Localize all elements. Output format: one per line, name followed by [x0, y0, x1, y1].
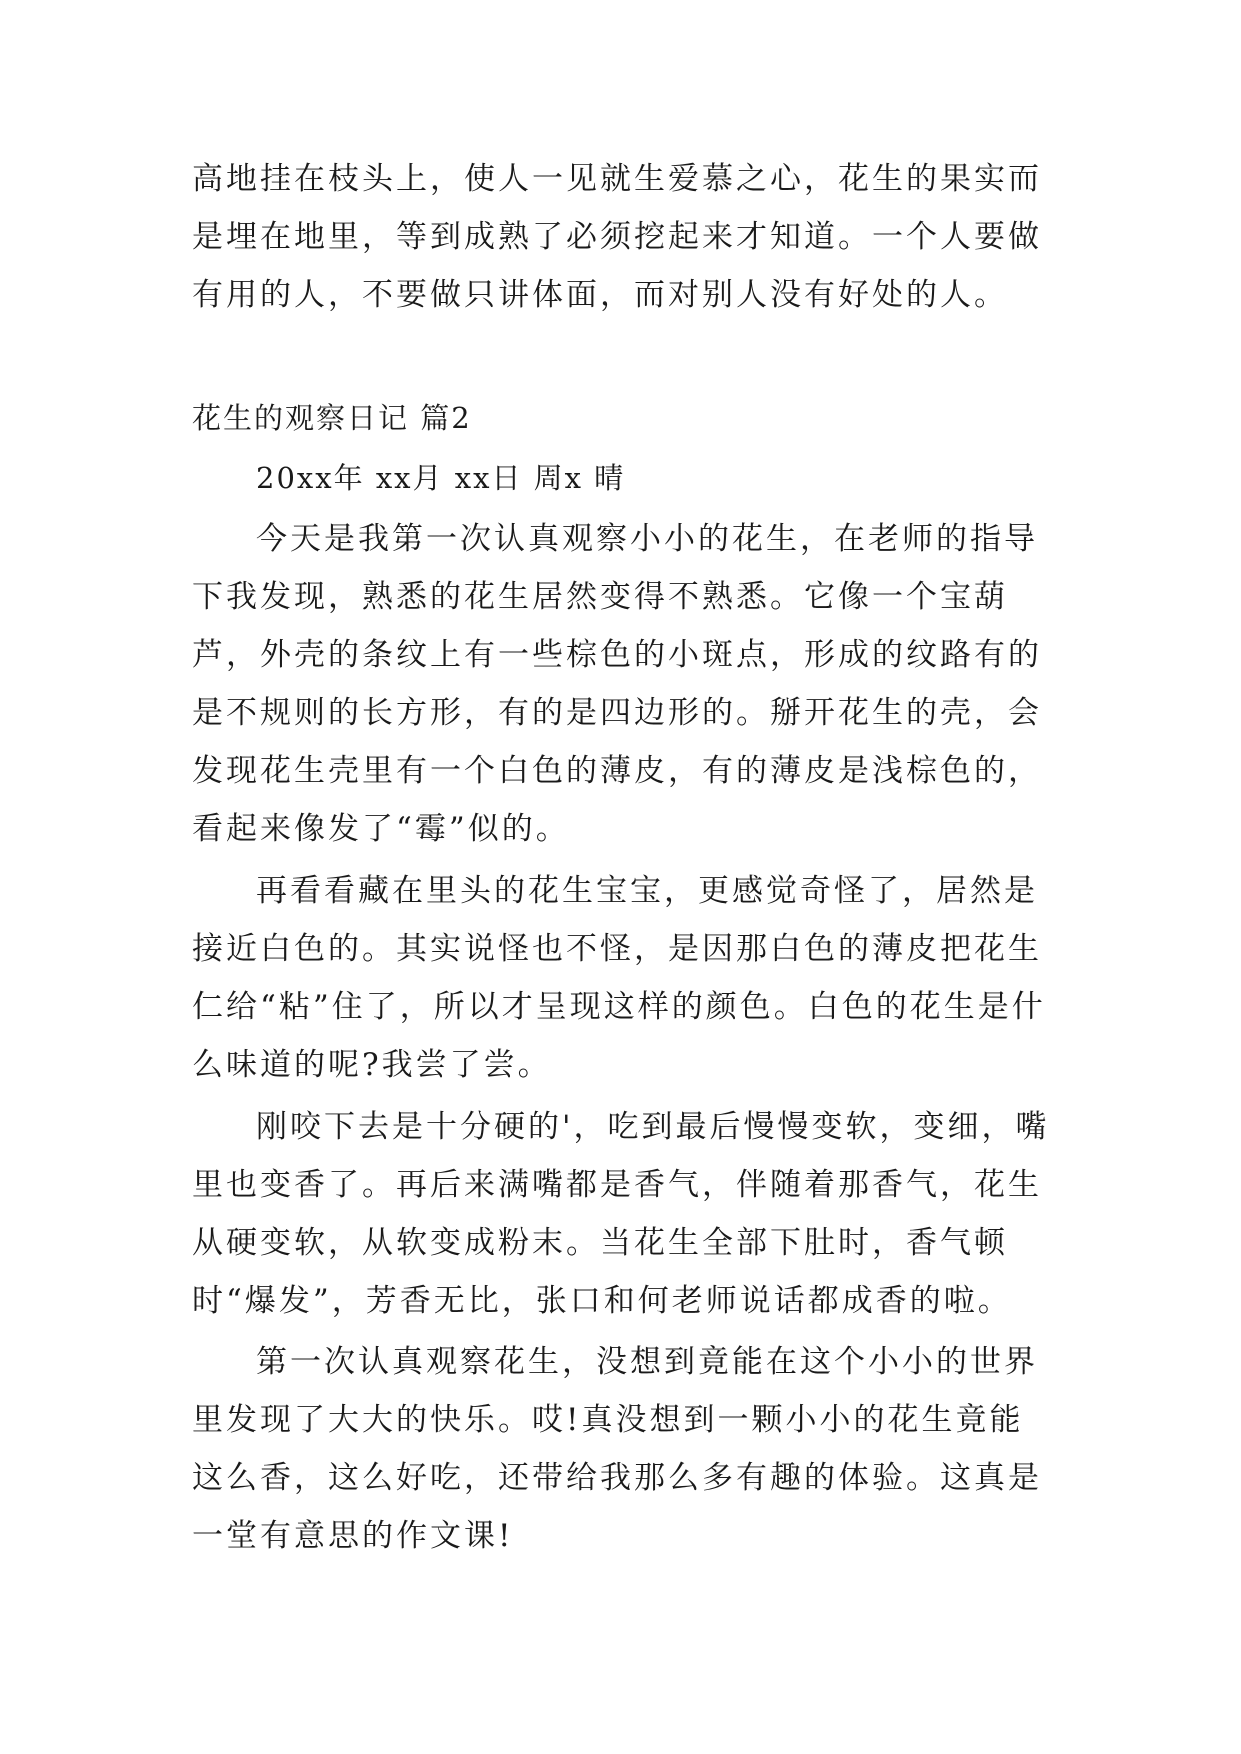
paragraph-kernel: 再看看藏在里头的花生宝宝，更感觉奇怪了，居然是接近白色的。其实说怪也不怪，是因那白色的薄皮把花生仁给“粘”住了，所以才呈现这样的颜色。白色的花生是什么味道的呢?我尝了尝。: [192, 873, 1046, 1083]
paragraph-taste: 刚咬下去是十分硬的'，吃到最后慢慢变软，变细，嘴里也变香了。再后来满嘴都是香气，伴随着那香气，花生从硬变软，从软变成粉末。当花生全部下肚时，香气顿时“爆发”，芳香无比，张口和何老师说话都成香的啦。: [192, 1109, 1050, 1319]
date-line: 20xx年 xx月 xx日 周x 晴: [256, 461, 626, 495]
paragraph-conclusion: 第一次认真观察花生，没想到竟能在这个小小的世界里发现了大大的快乐。哎!真没想到一颗小小的花生竟能这么香，这么好吃，还带给我那么多有趣的体验。这真是一堂有意思的作文课!: [192, 1344, 1042, 1554]
intro-paragraph: 高地挂在枝头上，使人一见就生爱慕之心，花生的果实而是埋在地里，等到成熟了必须挖起来才知道。一个人要做有用的人，不要做只讲体面，而对别人没有好处的人。: [192, 161, 1042, 313]
section-title: 花生的观察日记 篇2: [192, 401, 472, 435]
paragraph-observation: 今天是我第一次认真观察小小的花生，在老师的指导下我发现，熟悉的花生居然变得不熟悉。它像一个宝葫芦，外壳的条纹上有一些棕色的小斑点，形成的纹路有的是不规则的长方形，有的是四边形的。掰开花生的壳，会发现花生壳里有一个白色的薄皮，有的薄皮是浅棕色的，看起来像发了“霉”似的。: [192, 521, 1042, 847]
